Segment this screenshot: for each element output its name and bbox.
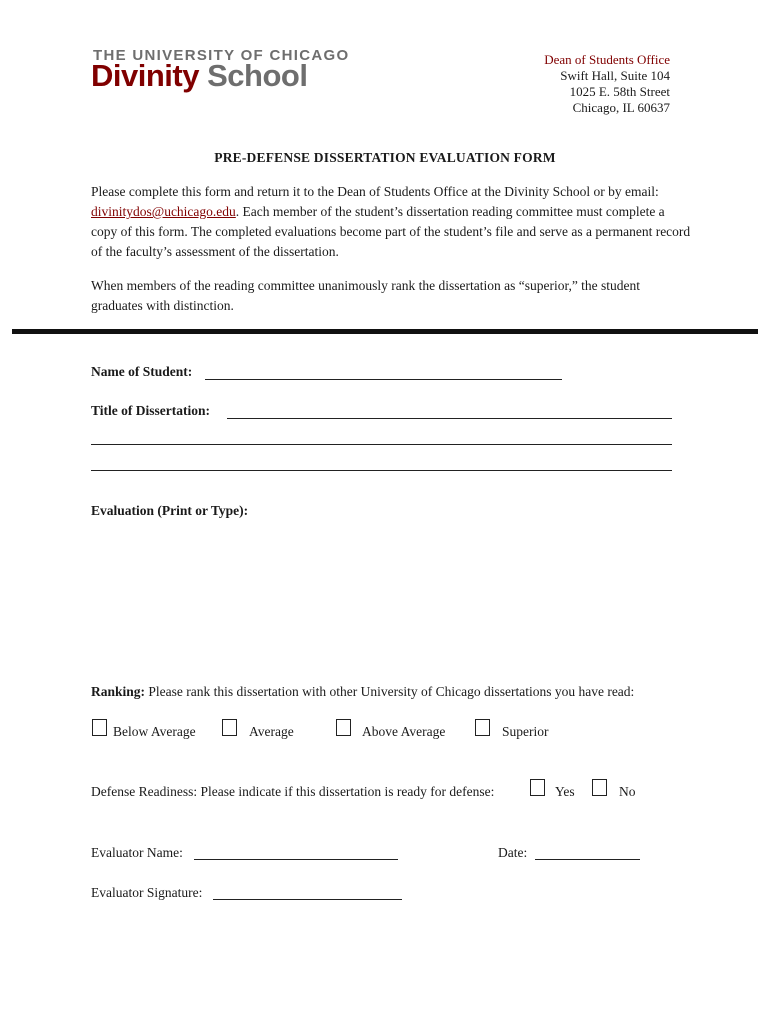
student-name-field[interactable] <box>205 379 562 380</box>
ready-no-label: No <box>619 784 636 799</box>
dissertation-title-label: Title of Dissertation: <box>91 403 210 418</box>
ranking-label: Ranking: <box>91 684 146 699</box>
evaluation-label: Evaluation (Print or Type): <box>91 503 249 518</box>
date-field[interactable] <box>535 859 640 860</box>
average-label: Average <box>249 724 294 739</box>
instructions-paragraph <box>91 182 691 262</box>
below-average-checkbox[interactable] <box>92 719 107 736</box>
instructions <box>91 182 691 316</box>
below-average-label: Below Average <box>113 724 196 739</box>
logo-word-divinity: Divinity <box>91 58 199 93</box>
office-title: Dean of Students Office <box>544 52 670 67</box>
ranking-question <box>91 684 634 700</box>
dissertation-title-field-line-2[interactable] <box>91 444 672 445</box>
address-line: Chicago, IL 60637 <box>572 100 670 115</box>
readiness-prompt: Defense Readiness: Please indicate if this dissertation is ready for defense: <box>91 784 495 799</box>
form-title: PRE-DEFENSE DISSERTATION EVALUATION FORM <box>214 150 556 165</box>
student-name-label: Name of Student: <box>91 364 193 379</box>
evaluator-signature-field[interactable] <box>213 899 402 900</box>
evaluator-name-label: Evaluator Name: <box>91 845 183 860</box>
email-link[interactable]: divinitydos@uchicago.edu <box>91 204 236 219</box>
superior-label: Superior <box>502 724 549 739</box>
dissertation-title-field[interactable] <box>227 418 672 419</box>
evaluator-signature-label: Evaluator Signature: <box>91 885 203 900</box>
logo-word-school: School <box>207 58 308 93</box>
address-line: 1025 E. 58th Street <box>569 84 670 99</box>
ready-yes-checkbox[interactable] <box>530 779 545 796</box>
university-wordmark: THE UNIVERSITY OF CHICAGO <box>93 47 350 64</box>
intro-text: . Each member of the student’s dissertation reading committee must complete a copy of this form. The completed evaluations become part of the student’s file and serve as a permanent record of the faculty’s assessment of the dissertation. <box>91 204 691 259</box>
divinity-school-logo <box>91 58 307 94</box>
section-divider <box>12 329 758 334</box>
ready-no-checkbox[interactable] <box>592 779 607 796</box>
ready-yes-label: Yes <box>555 784 575 799</box>
date-label: Date: <box>498 845 528 860</box>
address-line: Swift Hall, Suite 104 <box>560 68 670 83</box>
intro-text: Please complete this form and return it to the Dean of Students Office at the Divinity School or by email: <box>91 184 659 199</box>
evaluator-name-field[interactable] <box>194 859 398 860</box>
office-address-block <box>544 52 670 116</box>
above-average-label: Above Average <box>362 724 446 739</box>
average-checkbox[interactable] <box>222 719 237 736</box>
distinction-note: When members of the reading committee unanimously rank the dissertation as “superior,” the student graduates with distinction. <box>91 278 641 313</box>
above-average-checkbox[interactable] <box>336 719 351 736</box>
evaluation-text-area[interactable] <box>91 525 672 675</box>
superior-checkbox[interactable] <box>475 719 490 736</box>
dissertation-title-field-line-3[interactable] <box>91 470 672 471</box>
ranking-prompt: Please rank this dissertation with other University of Chicago dissertations you have read: <box>145 684 635 699</box>
